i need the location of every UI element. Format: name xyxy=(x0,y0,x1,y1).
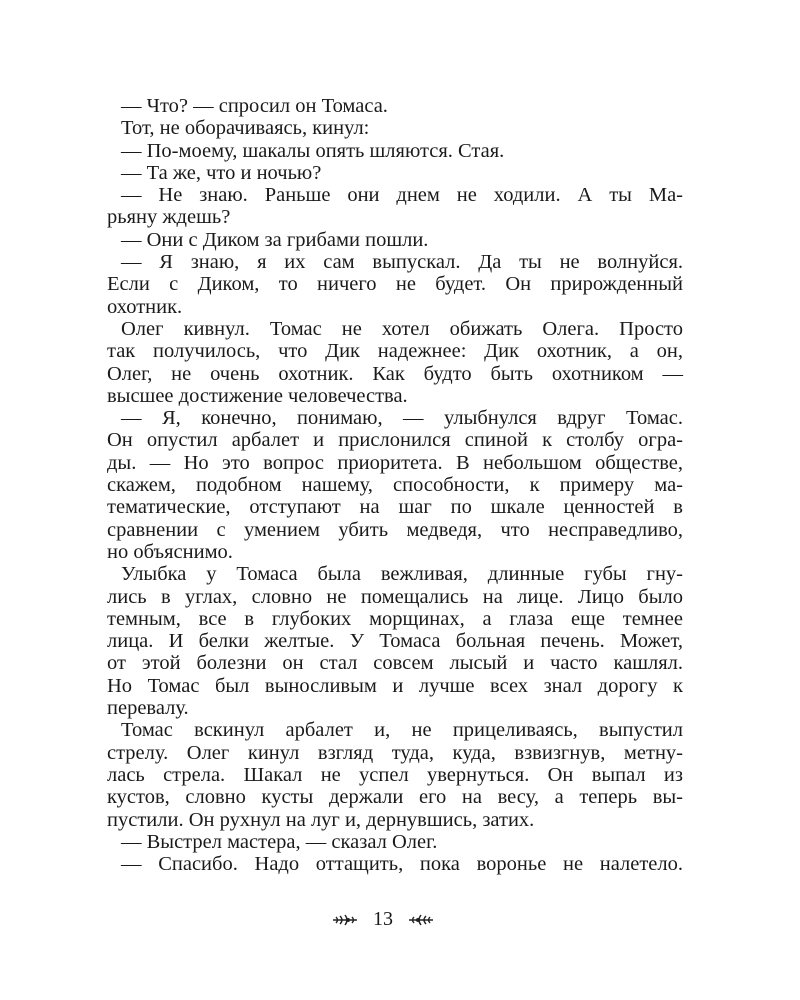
text-line: рьяну ждешь? xyxy=(107,206,231,229)
text-line: но объяснимо. xyxy=(107,540,233,563)
text-line: — По-моему, шакалы опять шляются. Стая. xyxy=(121,139,505,162)
text-line: — Что? — спросил он Томаса. xyxy=(121,95,388,117)
text-line: кустов, словно кусты держали его на весу, а теперь вы- xyxy=(107,786,683,809)
page-body-text xyxy=(107,95,683,875)
text-line: лась стрела. Шакал не успел увернуться. Он выпал из xyxy=(107,763,683,786)
text-line: — Не знаю. Раньше они днем не ходили. А ты Ма- xyxy=(121,184,683,207)
text-line: перевалу. xyxy=(107,697,189,720)
text-line: тематические, отступают на шаг по шкале ценностей в xyxy=(107,496,683,519)
text-line: Если с Диком, то ничего не будет. Он прирожденный xyxy=(107,273,683,296)
text-line: Улыбка у Томаса была вежливая, длинные губы гну- xyxy=(121,563,683,586)
text-line: сравнении с умением убить медведя, что несправедливо, xyxy=(107,518,683,541)
text-line: Томас вскинул арбалет и, не прицеливаясь, выпустил xyxy=(121,719,683,742)
text-line: высшее достижение человечества. xyxy=(107,384,408,407)
text-line: — Та же, что и ночью? xyxy=(121,161,322,184)
text-line: Олег кивнул. Томас не хотел обижать Олега. Просто xyxy=(121,317,683,340)
text-line: ды. — Но это вопрос приоритета. В небольшом обществе, xyxy=(107,451,683,474)
page-number: 13 xyxy=(373,908,393,930)
text-line: — Я, конечно, понимаю, — улыбнулся вдруг Томас. xyxy=(121,407,683,430)
text-line: пустили. Он рухнул на луг и, дернувшись, затих. xyxy=(107,808,535,831)
floral-ornament-left-icon xyxy=(332,913,358,927)
text-line: так получилось, что Дик надежнее: Дик охотник, а он, xyxy=(107,340,683,363)
text-line: Но Томас был выносливым и лучше всех знал дорогу к xyxy=(107,674,683,697)
text-line: лись в углах, словно не помещались на лице. Лицо было xyxy=(107,585,683,608)
text-line: лица. И белки желтые. У Томаса больная печень. Может, xyxy=(107,630,683,653)
text-line: — Они с Диком за грибами пошли. xyxy=(121,228,429,251)
text-line: стрелу. Олег кинул взгляд туда, куда, взвизгнув, метну- xyxy=(107,741,683,764)
text-line: темным, все в глубоких морщинах, а глаза еще темнее xyxy=(107,607,683,630)
text-line: охотник. xyxy=(107,295,183,318)
page-footer xyxy=(0,908,766,931)
text-line: — Спасибо. Надо оттащить, пока воронье не налетело. xyxy=(121,853,683,876)
text-line: скажем, подобном нашему, способности, к примеру ма- xyxy=(107,474,683,497)
text-line: Тот, не оборачиваясь, кинул: xyxy=(121,117,370,140)
text-line: — Выстрел мастера, — сказал Олег. xyxy=(121,830,438,853)
text-line: Он опустил арбалет и прислонился спиной к столбу огра- xyxy=(107,429,683,452)
text-line: — Я знаю, я их сам выпускал. Да ты не волнуйся. xyxy=(121,251,683,274)
floral-ornament-right-icon xyxy=(408,913,434,927)
text-line: Олег, не очень охотник. Как будто быть охотником — xyxy=(107,362,683,385)
text-line: от этой болезни он стал совсем лысый и часто кашлял. xyxy=(107,652,683,675)
